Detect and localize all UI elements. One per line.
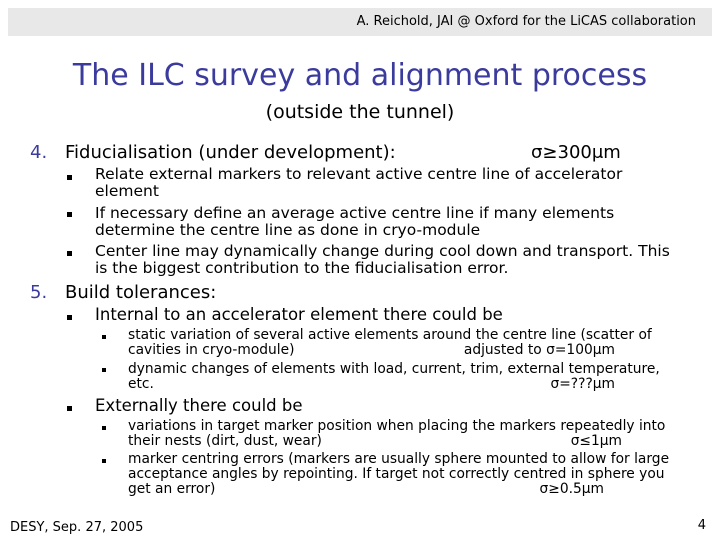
bullet-icon bbox=[67, 212, 72, 217]
bullet-icon bbox=[102, 459, 106, 463]
sigma-value: σ=???μm bbox=[550, 376, 615, 392]
bullet-line-text: get an error) bbox=[128, 481, 216, 497]
bullet-line: Relate external markers to relevant active centre line of accelerator bbox=[95, 165, 623, 183]
bullet-line: marker centring errors (markers are usually sphere mounted to allow for large bbox=[128, 451, 670, 467]
bullet-line bbox=[128, 482, 684, 497]
header-credit: A. Reichold, JAI @ Oxford for the LiCAS collaboration bbox=[356, 14, 696, 29]
bullet-line: acceptance angles by repointing. If target not correctly centred in sphere you bbox=[128, 466, 665, 482]
item-4-heading: Fiducialisation (under development): bbox=[65, 142, 396, 163]
bullet-line bbox=[128, 343, 665, 358]
sigma-value: σ≤1μm bbox=[570, 433, 622, 449]
bullet-line: is the biggest contribution to the fiducialisation error. bbox=[95, 259, 509, 277]
bullet-line-text: etc. bbox=[128, 376, 154, 392]
bullet-icon bbox=[102, 368, 106, 372]
item-5-heading: Build tolerances: bbox=[65, 282, 217, 303]
external-item-1 bbox=[128, 419, 677, 449]
slide-title: The ILC survey and alignment process bbox=[72, 58, 648, 93]
bullet-line bbox=[128, 377, 670, 392]
bullet-line: static variation of several active elements around the centre line (scatter of bbox=[128, 327, 652, 343]
footer-date: DESY, Sep. 27, 2005 bbox=[10, 520, 144, 535]
bullet-icon bbox=[102, 335, 106, 339]
internal-item-2 bbox=[128, 362, 670, 392]
item-5-internal: Internal to an accelerator element there could be bbox=[95, 305, 503, 324]
sigma-value: σ≥0.5μm bbox=[539, 481, 604, 497]
internal-item-1 bbox=[128, 328, 665, 358]
bullet-icon bbox=[67, 251, 72, 256]
sigma-value: adjusted to σ=100μm bbox=[463, 342, 615, 358]
slide-subtitle: (outside the tunnel) bbox=[265, 101, 455, 123]
bullet-line: determine the centre line as done in cryo-module bbox=[95, 221, 481, 239]
bullet-icon bbox=[102, 426, 106, 430]
header-bar bbox=[8, 8, 712, 36]
item-4-number: 4. bbox=[30, 142, 48, 163]
bullet-line-text: cavities in cryo-module) bbox=[128, 342, 295, 358]
item-4-sigma: σ≥300μm bbox=[531, 142, 621, 163]
bullet-line: Center line may dynamically change during cool down and transport. This bbox=[95, 242, 670, 260]
item-5-number: 5. bbox=[30, 282, 48, 303]
bullet-icon bbox=[67, 315, 72, 320]
item-4-bullet-2 bbox=[95, 205, 695, 239]
item-4-bullet-1 bbox=[95, 166, 695, 200]
bullet-line: dynamic changes of elements with load, current, trim, external temperature, bbox=[128, 361, 660, 377]
bullet-line: If necessary define an average active centre line if many elements bbox=[95, 204, 615, 222]
bullet-icon bbox=[67, 406, 72, 411]
bullet-line-text: their nests (dirt, dust, wear) bbox=[128, 433, 322, 449]
bullet-line: variations in target marker position when placing the markers repeatedly into bbox=[128, 418, 666, 434]
external-item-2 bbox=[128, 452, 684, 497]
item-4-bullet-3 bbox=[95, 243, 705, 277]
bullet-line: element bbox=[95, 182, 159, 200]
bullet-icon bbox=[67, 175, 72, 180]
item-5-external: Externally there could be bbox=[95, 396, 303, 415]
page-number: 4 bbox=[697, 518, 706, 533]
bullet-line bbox=[128, 434, 677, 449]
